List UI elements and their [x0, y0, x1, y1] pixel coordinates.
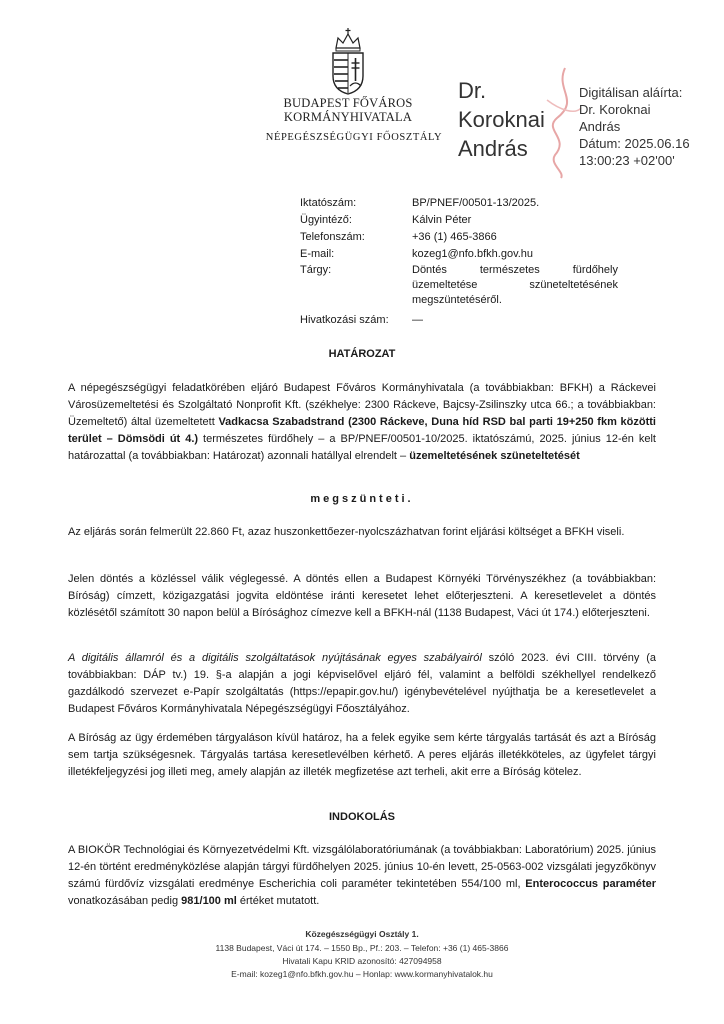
meta-label: E-mail: [300, 248, 335, 260]
text-run: A BIOKÖR Technológiai és Környezetvédelmi Kft. vizsgálólaboratóriumának (a továbbiakban: Laboratórium) 2025. június 12-én történt eredményközlése alapján tárgyi fürdőhelyen 2025. június 10-én levett, 25-0563-002 vizsgálati jegyzőkönyv számú fürdővíz vizsgálati eredménye Escherichia coli paraméter tekintetében 554/100 ml, [68, 844, 656, 890]
meta-label: Iktatószám: [300, 197, 357, 209]
meta-value: Döntés természetes fürdőhely üzemeltetése szüneteltetésének megszüntetéséről. [412, 264, 618, 306]
paragraph-court: A Bíróság az ügy érdemében tárgyaláson kívül határoz, ha a felek egyike sem kérte tárgyalás tartását és azt a Bíróság sem tartja szükségesnek. Tárgyalás tartása keresetlevélben kérhető. A peres eljárás illetékköteles, az ügyfelet tárgyi illetékfeljegyzési jog illeti meg, amely alapján az illeték megfizetése azt terheli, akit erre a Bíróság kötelez. [68, 732, 656, 778]
signature-name-line3: András [458, 136, 528, 161]
department-name: NÉPEGÉSZSÉGÜGYI FŐOSZTÁLY [265, 132, 443, 143]
text-run-bold: üzemeltetésének szüneteltetését [409, 450, 580, 462]
text-run-italic: A digitális államról és a digitális szolgáltatások nyújtásának egyes szabályairól [68, 652, 482, 664]
footer-department: Közegészségügyi Osztály 1. [305, 929, 419, 939]
meta-label: Telefonszám: [300, 231, 365, 243]
paragraph-reasoning [68, 842, 656, 910]
paragraph-decision [68, 380, 656, 465]
text-run-bold: Enterococcus paraméter [525, 878, 656, 890]
signature-info-line3: András [579, 119, 621, 134]
text-run-bold: 981/100 ml [181, 895, 237, 907]
text-run: vonatkozásában pedig [68, 895, 182, 907]
meta-label: Hivatkozási szám: [300, 314, 389, 326]
text-run: értéket mutatott. [236, 895, 320, 907]
org-name-line1: BUDAPEST FŐVÁROS [283, 96, 413, 110]
meta-label: Ügyintéző: [300, 214, 352, 226]
text-run-bold: Vadkacsa Szabadstrand (2300 Ráckeve, Duna híd RSD bal parti 19+250 fkm közötti terület – Dömsödi út 4.) [68, 416, 656, 445]
paragraph-epapir [68, 650, 656, 718]
footer-contact[interactable]: E-mail: kozeg1@nfo.bfkh.gov.hu – Honlap: www.kormanyhivatalok.hu [231, 969, 493, 979]
signature-info-line2: Dr. Koroknai [579, 102, 651, 117]
meta-value: BP/PNEF/00501-13/2025. [412, 197, 540, 209]
meta-value: Kálvin Péter [412, 214, 472, 226]
signature-name-line1: Dr. [458, 78, 487, 103]
signature-info [579, 84, 719, 169]
signature-flourish-icon [535, 60, 585, 180]
signature-info-line4: Dátum: 2025.06.16 [579, 136, 690, 151]
decision-word: megszünteti. [310, 493, 414, 505]
footer-krid: Hivatali Kapu KRID azonosító: 427094958 [282, 956, 442, 966]
meta-value: +36 (1) 465-3866 [412, 231, 497, 243]
text-run: természetes fürdőhely – a BP/PNEF/00501-10/2025. iktatószámú, 2025. június 12-én kelt határozattal (a továbbiakban: Határozat) azonnali hatállyal elrendelt – [68, 433, 656, 462]
text-run: A népegészségügyi feladatkörében eljáró Budapest Főváros Kormányhivatala (a továbbiakban: BFKH) a Ráckevei Városüzemeltetési és Szolgáltató Nonprofit Kft. (székhelye: 2300 Ráckeve, Bajcsy-Zsilinszky utca 66.; a továbbiakban: Üzemeltető) által üzemeltetett [68, 382, 656, 428]
meta-value[interactable]: kozeg1@nfo.bfkh.gov.hu [412, 248, 534, 260]
paragraph-costs: Az eljárás során felmerült 22.860 Ft, azaz huszonkettőezer-nyolcszázhatvan forint eljárási költséget a BFKH viseli. [68, 526, 625, 538]
coat-of-arms-icon [327, 26, 369, 96]
signature-info-line5: 13:00:23 +02'00' [579, 153, 675, 168]
org-name-line2: KORMÁNYHIVATALA [283, 110, 413, 124]
paragraph-appeal: Jelen döntés a közléssel válik véglegessé. A döntés ellen a Budapest Környéki Törvényszékhez (a továbbiakban: Bíróság) címzett, közigazgatási jogvita eldöntése iránti keresetet lehet előterjeszteni. A keresetlevelet a döntés közlésétől számított 30 napon belül a Bírósághoz címezve kell a BFKH-nál (1138 Budapest, Váci út 174.) előterjeszteni. [68, 573, 656, 619]
signature-info-line1: Digitálisan aláírta: [579, 85, 683, 100]
signature-name-line2: Koroknai [458, 107, 545, 132]
meta-label: Tárgy: [300, 264, 332, 276]
section-title-reasoning: INDOKOLÁS [329, 811, 395, 823]
footer-address: 1138 Budapest, Váci út 174. – 1550 Bp., Pf.: 203. – Telefon: +36 (1) 465-3866 [215, 943, 509, 953]
document-title: HATÁROZAT [328, 348, 396, 360]
text-run: szóló 2023. évi CIII. törvény (a továbbiakban: DÁP tv.) 19. §-a alapján a jogi képviselővel eljáró fél, valamint a belföldi székhellyel rendelkező gazdálkodó szervezet e-Papír szolgáltatás (https://epapir.gov.hu/) igénybevételével nyújthatja be a keresetlevelet a Budapest Főváros Kormányhivatala Népegészségügyi Főosztályához. [68, 652, 656, 715]
meta-value: — [412, 314, 423, 326]
